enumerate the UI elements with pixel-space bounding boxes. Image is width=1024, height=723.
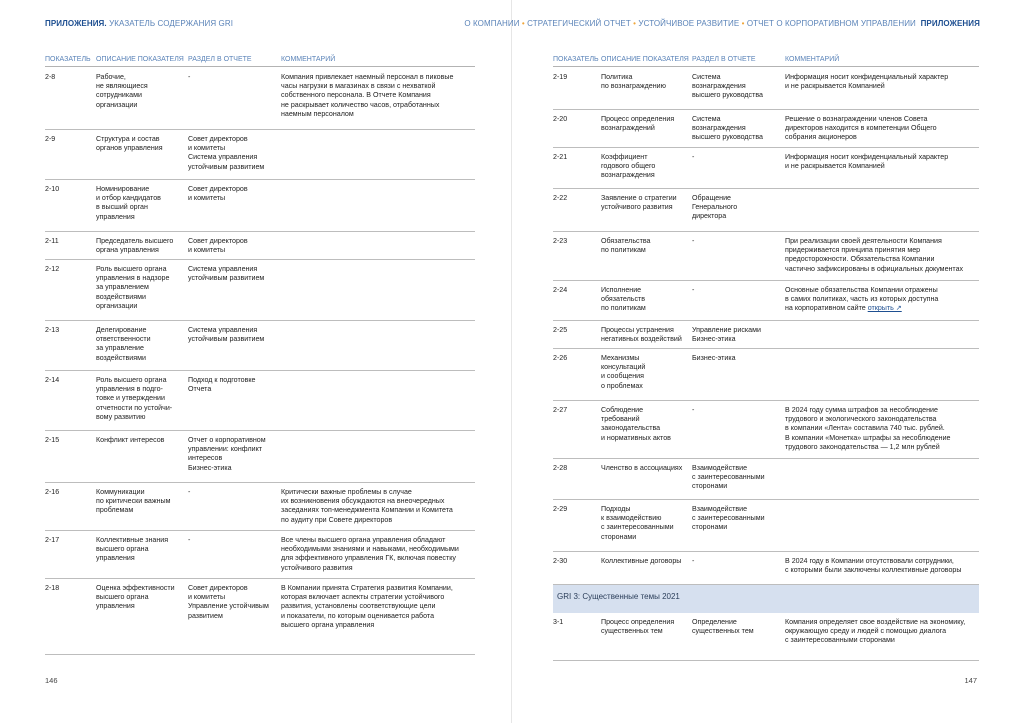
page-number-right: 147 [964, 676, 977, 685]
nav-strategic-report[interactable]: СТРАТЕГИЧЕСКИЙ ОТЧЕТ [527, 19, 631, 28]
table-row [45, 531, 475, 579]
row-code: 2-18 [45, 584, 60, 592]
table-row [553, 148, 979, 189]
col-header-code: ПОКАЗАТЕЛЬ [553, 56, 599, 63]
row-code: 2-23 [553, 237, 568, 245]
table-row [553, 349, 979, 401]
row-description: Делегирование ответственности за управление воздействиями [96, 326, 151, 362]
table-row [553, 613, 979, 661]
row-section: - [692, 557, 695, 565]
col-header-comment: КОММЕНТАРИЙ [281, 56, 336, 63]
row-code: 2-14 [45, 376, 60, 384]
row-code: 2-11 [45, 237, 59, 245]
nav-about[interactable]: О КОМПАНИИ [464, 19, 520, 28]
col-header-description: ОПИСАНИЕ ПОКАЗАТЕЛЯ [601, 56, 689, 63]
page-number-left: 146 [45, 676, 58, 685]
table-row [553, 110, 979, 148]
table-row [553, 68, 979, 110]
row-code: 2-15 [45, 436, 60, 444]
row-code: 2-21 [553, 153, 568, 161]
row-comment: Компания определяет свое воздействие на экономику, окружающую среду и людей с помощью диалога с заинтересованными сторонами [785, 618, 966, 645]
row-description: Номинирование и отбор кандидатов в высший орган управления [96, 185, 161, 221]
row-code: 3-1 [553, 618, 564, 626]
row-code: 2-25 [553, 326, 568, 334]
table-row [553, 189, 979, 232]
header-section-title: ПРИЛОЖЕНИЯ. [45, 19, 107, 28]
table-row [45, 180, 475, 232]
right-running-header: О КОМПАНИИ • СТРАТЕГИЧЕСКИЙ ОТЧЕТ • УСТОЙЧИВОЕ РАЗВИТИЕ • ОТЧЕТ О КОРПОРАТИВНОМ УПРАВЛЕНИИ ПРИЛОЖЕНИЯ [464, 19, 980, 28]
gri3-section-title: GRI 3: Существенные темы 2021 [557, 592, 680, 601]
row-code: 2-13 [45, 326, 60, 334]
row-section: - [692, 406, 695, 414]
row-section: Отчет о корпоративном управлении: конфликт интересов Бизнес-этика [188, 436, 266, 472]
row-description: Членство в ассоциациях [601, 464, 683, 472]
row-description: Коэффициент годового общего вознаграждения [601, 153, 656, 180]
row-code: 2-8 [45, 73, 56, 81]
row-section: - [692, 237, 695, 245]
row-section: Система управления устойчивым развитием [188, 265, 265, 283]
row-description: Структура и состав органов управления [96, 135, 163, 153]
row-code: 2-10 [45, 185, 60, 193]
table-row [553, 232, 979, 281]
row-description: Коллективные знания высшего органа управления [96, 536, 169, 563]
row-description: Подходы к взаимодействию с заинтересованными сторонами [601, 505, 674, 541]
row-description: Коммуникации по критически важным проблемам [96, 488, 171, 515]
row-section: Совет директоров и комитеты Система управления устойчивым развитием [188, 135, 265, 171]
row-section: - [692, 153, 695, 161]
row-section: - [692, 286, 695, 294]
row-description: Заявление о стратегии устойчивого развития [601, 194, 677, 212]
row-description: Процесс определения вознаграждений [601, 115, 675, 133]
row-description: Механизмы консультаций и сообщения о проблемах [601, 354, 646, 390]
open-link[interactable]: открыть ↗ [867, 304, 902, 313]
nav-corporate-governance[interactable]: ОТЧЕТ О КОРПОРАТИВНОМ УПРАВЛЕНИИ [746, 19, 916, 28]
row-description: Обязательства по политикам [601, 237, 651, 255]
row-section: Обращение Генерального директора [692, 194, 738, 221]
row-code: 2-19 [553, 73, 568, 81]
col-header-code: ПОКАЗАТЕЛЬ [45, 56, 91, 63]
row-code: 2-24 [553, 286, 568, 294]
col-header-section: РАЗДЕЛ В ОТЧЕТЕ [692, 56, 756, 63]
table-row [553, 401, 979, 459]
row-description: Политика по вознаграждению [601, 73, 666, 91]
nav-sustainability[interactable]: УСТОЙЧИВОЕ РАЗВИТИЕ [638, 19, 740, 28]
row-code: 2-26 [553, 354, 568, 362]
row-code: 2-27 [553, 406, 568, 414]
row-comment: Критически важные проблемы в случае их возникновения обсуждаются на внеочередных заседаниях топ-менеджмента Компании и Комитета по аудиту при Совете директоров [281, 488, 453, 524]
table-row [553, 552, 979, 585]
row-code: 2-16 [45, 488, 60, 496]
col-header-rule [45, 66, 475, 67]
row-code: 2-28 [553, 464, 568, 472]
row-description: Оценка эффективности высшего органа управления [96, 584, 175, 611]
row-description: Конфликт интересов [96, 436, 165, 444]
row-comment: Все члены высшего органа управления обладают необходимыми знаниями и навыками, необходимыми для эффективного управления ГК, включая повестку устойчивого развития [281, 536, 459, 572]
gri3-section-band [553, 585, 979, 613]
row-section: Управление рисками Бизнес-этика [692, 326, 761, 344]
row-section: Система вознаграждения высшего руководства [692, 115, 763, 142]
header-subtitle: УКАЗАТЕЛЬ СОДЕРЖАНИЯ GRI [109, 19, 234, 28]
row-comment: При реализации своей деятельности Компания придерживается принципа принятия мер предосторожности. Обязательства Компании частично зафиксированы в официальных документах [785, 237, 964, 273]
row-description: Процессы устранения негативных воздействий [601, 326, 682, 344]
row-section: Совет директоров и комитеты Управление устойчивым развитием [188, 584, 269, 620]
row-comment: Основные обязательства Компании отражены в самих политиках, часть из которых доступна на корпоративном сайте открыть ↗ [785, 286, 939, 313]
row-comment: Решение о вознаграждении членов Совета директоров находится в компетенции Общего собрания акционеров [785, 115, 937, 142]
row-description: Роль высшего органа управления в надзоре за управлением воздействиями организации [96, 265, 170, 310]
row-code: 2-12 [45, 265, 60, 273]
row-code: 2-30 [553, 557, 568, 565]
row-code: 2-29 [553, 505, 568, 513]
table-row [553, 281, 979, 321]
row-comment: В Компании принята Стратегия развития Компании, которая включает аспекты стратегии устойчивого развития, установлены соответствующие цели и показатели, по которым оценивается работа высшего органа управления [281, 584, 453, 629]
left-running-header [45, 19, 233, 28]
row-description: Соблюдение требований законодательства и нормативных актов [601, 406, 671, 442]
row-section: Подход к подготовке Отчета [188, 376, 256, 394]
table-row [45, 579, 475, 655]
row-section: Определение существенных тем [692, 618, 754, 636]
row-code: 2-17 [45, 536, 60, 544]
row-section: Совет директоров и комитеты [188, 185, 248, 203]
row-section: Совет директоров и комитеты [188, 237, 248, 255]
row-comment: Информация носит конфиденциальный характер и не раскрывается Компанией [785, 73, 949, 91]
row-section: - [188, 536, 191, 544]
table-row [553, 321, 979, 349]
row-description: Исполнение обязательств по политикам [601, 286, 646, 313]
row-description: Роль высшего органа управления в подго- товке и утверждении отчетности по устойчи- вому развитию [96, 376, 173, 421]
col-header-rule [553, 66, 979, 67]
row-comment: Компания привлекает наемный персонал в пиковые часы нагрузки в магазинах в связи с нехваткой собственного персонала. В Отчете Компания не раскрывает количество часов, отработанных наемным персоналом [281, 73, 454, 118]
row-section: Система управления устойчивым развитием [188, 326, 265, 344]
row-description: Рабочие, не являющиеся сотрудниками организации [96, 73, 148, 109]
row-section: Взаимодействие с заинтересованными сторонами [692, 464, 765, 491]
row-description: Председатель высшего органа управления [96, 237, 174, 255]
row-section: Система вознаграждения высшего руководства [692, 73, 763, 100]
row-section: - [188, 488, 191, 496]
row-comment: В 2024 году в Компании отсутствовали сотрудники, с которыми были заключены коллективные договоры [785, 557, 962, 575]
row-description: Коллективные договоры [601, 557, 682, 565]
table-row [553, 459, 979, 500]
table-row [45, 232, 475, 260]
row-section: Бизнес-этика [692, 354, 736, 362]
row-code: 2-9 [45, 135, 56, 143]
table-row [45, 431, 475, 483]
col-header-section: РАЗДЕЛ В ОТЧЕТЕ [188, 56, 252, 63]
row-code: 2-20 [553, 115, 568, 123]
table-row [45, 260, 475, 321]
row-description: Процесс определения существенных тем [601, 618, 675, 636]
row-section: Взаимодействие с заинтересованными сторонами [692, 505, 765, 532]
row-code: 2-22 [553, 194, 568, 202]
table-row [45, 321, 475, 371]
row-section: - [188, 73, 191, 81]
table-row [45, 68, 475, 130]
col-header-description: ОПИСАНИЕ ПОКАЗАТЕЛЯ [96, 56, 184, 63]
row-comment: В 2024 году сумма штрафов за несоблюдение трудового и экологического законодательства в компании «Лента» составила 740 тыс. рублей. В компании «Монетка» штрафы за несоблюдение трудового законодательства — 1,2 млн рублей [785, 406, 951, 451]
table-row [553, 500, 979, 552]
table-row [45, 483, 475, 531]
right-page [464, 0, 1024, 723]
table-row [45, 130, 475, 180]
table-row [45, 371, 475, 431]
col-header-comment: КОММЕНТАРИЙ [785, 56, 840, 63]
nav-appendices-active[interactable]: ПРИЛОЖЕНИЯ [920, 19, 980, 28]
row-comment: Информация носит конфиденциальный характер и не раскрывается Компанией [785, 153, 949, 171]
